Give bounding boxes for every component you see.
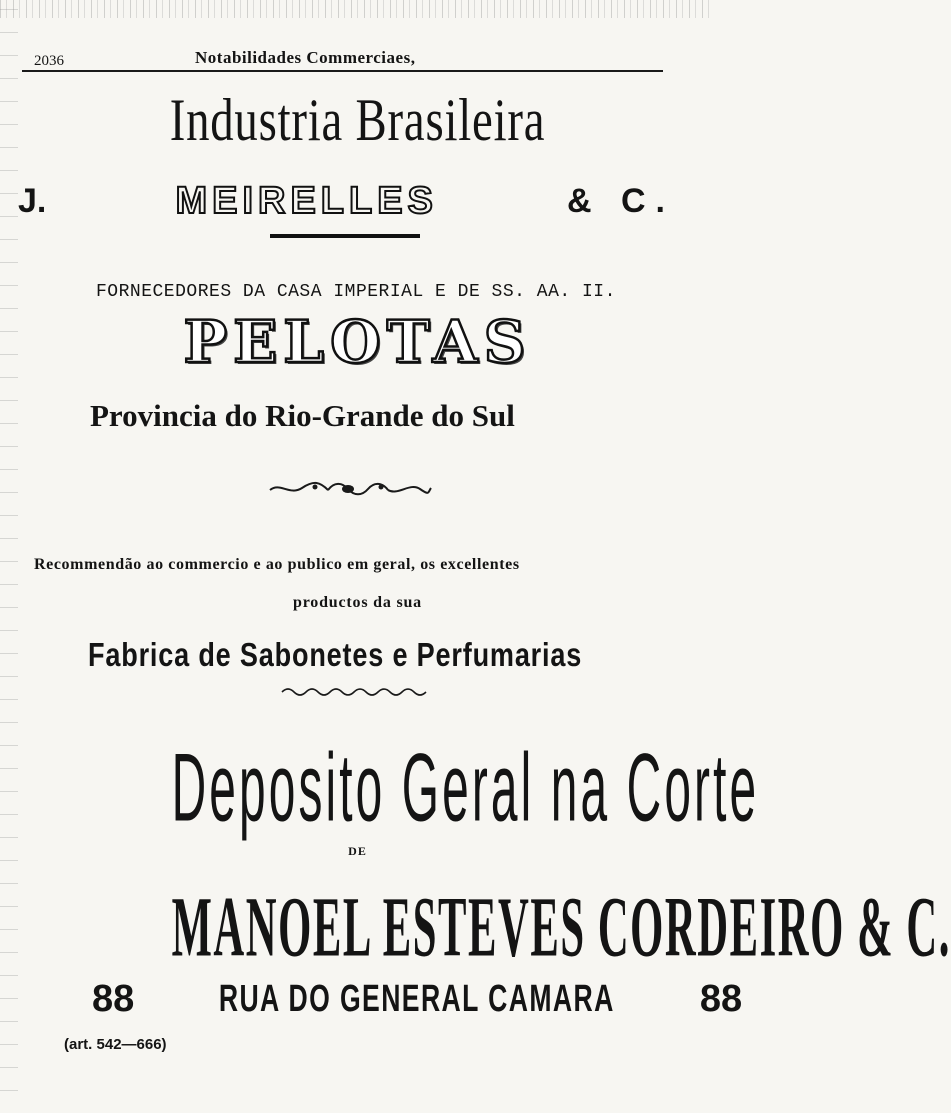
products-line: productos da sua [293,594,422,611]
scan-edge-noise [0,0,715,18]
running-title: Notabilidades Commerciaes, [195,48,416,67]
street-number-left: 88 [92,978,135,1020]
de-line: DE [348,844,367,858]
factory-line: Fabrica de Sabonetes e Perfumarias [88,636,583,673]
city-name: PELOTAS [183,308,532,376]
recommend-line: Recommendão ao commercio e ao publico em geral, os excellentes [34,556,520,573]
street-line [92,978,743,1021]
firm-suffix: & C. [566,182,675,220]
province-line: Provincia do Rio-Grande do Sul [90,398,515,433]
firm-line [18,180,675,223]
ad-headline: Industria Brasileira [169,87,546,153]
page-number: 2036 [34,53,64,69]
ornament-flourish-icon [268,478,433,500]
wavy-rule-icon [280,684,430,698]
street-number-right: 88 [699,978,743,1020]
firm-name: MEIRELLES [175,180,438,222]
suppliers-line: FORNECEDORES DA CASA IMPERIAL E DE SS. AA. II. [96,282,616,302]
header-rule [22,70,663,72]
street-name: RUA DO GENERAL CAMARA [219,978,616,1020]
scan-left-edge [0,0,18,1113]
agent-line: MANOEL ESTEVES CORDEIRO & C. [171,878,951,975]
deposit-line: Deposito Geral na Corte [171,734,760,842]
reference-line: (art. 542—666) [64,1036,167,1053]
firm-initial: J. [18,182,47,220]
firm-rule [270,234,420,238]
